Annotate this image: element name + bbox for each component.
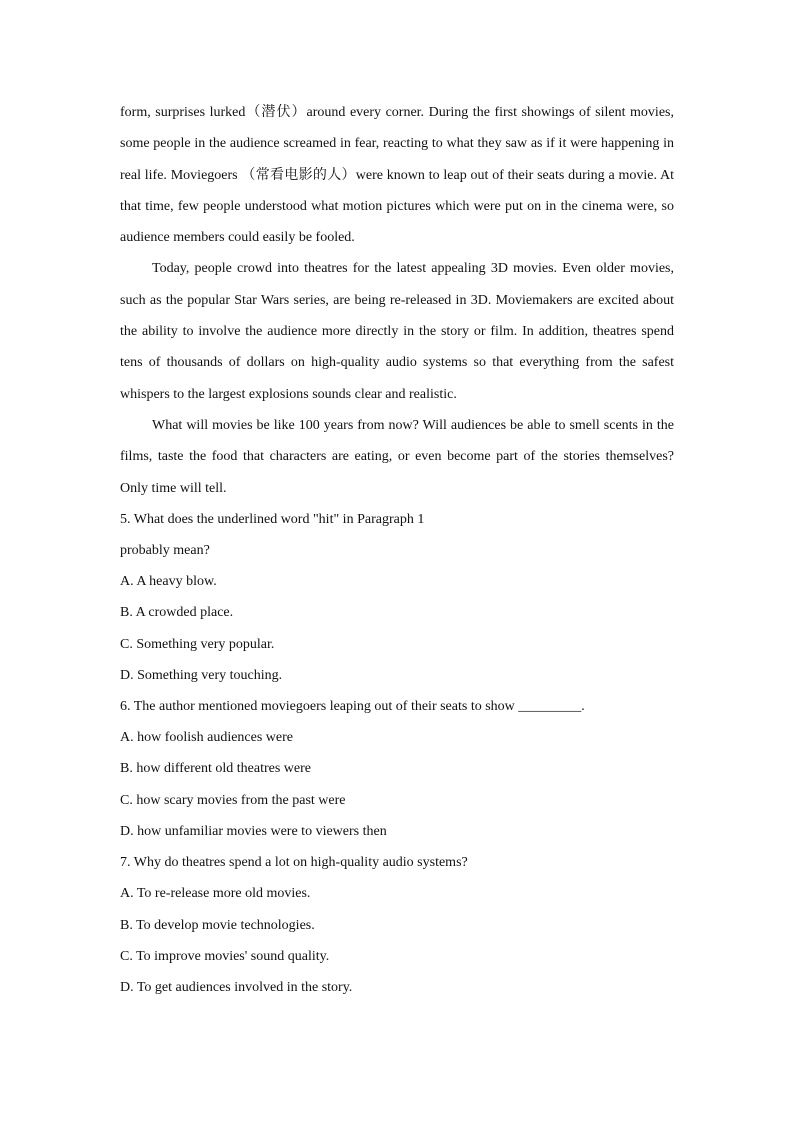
question-6-stem: 6. The author mentioned moviegoers leaping out of their seats to show _________. bbox=[120, 699, 585, 715]
question-7-option-d: D. To get audiences involved in the story. bbox=[120, 979, 353, 995]
reading-section bbox=[120, 97, 674, 1003]
question-7-option-c: C. To improve movies' sound quality. bbox=[120, 948, 330, 964]
passage-paragraph-2: Today, people crowd into theatres for the latest appealing 3D movies. Even older movies, such as the popular Star Wars series, are being re-released in 3D. Moviemakers are excited about the ability to involve the audience more directly in the story or film. In addition, theatres spend tens of thousands of dollars on high-quality audio systems so that everything from the safest whispers to the largest explosions sounds clear and realistic. bbox=[120, 261, 674, 402]
question-7-option-a: A. To re-release more old movies. bbox=[120, 886, 311, 902]
question-6-option-a: A. how foolish audiences were bbox=[120, 730, 294, 746]
question-6-option-c: C. how scary movies from the past were bbox=[120, 792, 346, 808]
passage-paragraph-1: form, surprises lurked（潜伏）around every corner. During the first showings of silent movies, some people in the audience screamed in fear, reacting to what they saw as if it were happening in real life. Moviegoers （常看电影的人）were known to leap out of their seats during a movie. At that time, few people understood what motion pictures which were put on in the cinema were, so audience members could easily be fooled. bbox=[120, 105, 674, 246]
question-5-stem-line-1: 5. What does the underlined word "hit" in Paragraph 1 bbox=[120, 511, 425, 527]
passage-paragraph-3: What will movies be like 100 years from now? Will audiences be able to smell scents in the films, taste the food that characters are eating, or even become part of the stories themselves? Only time will tell. bbox=[120, 417, 674, 496]
question-5-option-a: A. A heavy blow. bbox=[120, 574, 217, 590]
question-5 bbox=[120, 504, 674, 691]
question-5-option-c: C. Something very popular. bbox=[120, 636, 275, 652]
question-7-stem: 7. Why do theatres spend a lot on high-quality audio systems? bbox=[120, 855, 468, 871]
question-5-option-d: D. Something very touching. bbox=[120, 667, 283, 683]
question-5-option-b: B. A crowded place. bbox=[120, 605, 234, 621]
question-6 bbox=[120, 691, 674, 847]
question-7-option-b: B. To develop movie technologies. bbox=[120, 917, 315, 933]
question-7 bbox=[120, 847, 674, 1003]
question-5-stem-line-2: probably mean? bbox=[120, 543, 210, 559]
question-6-option-b: B. how different old theatres were bbox=[120, 761, 312, 777]
question-6-option-d: D. how unfamiliar movies were to viewers then bbox=[120, 823, 387, 839]
